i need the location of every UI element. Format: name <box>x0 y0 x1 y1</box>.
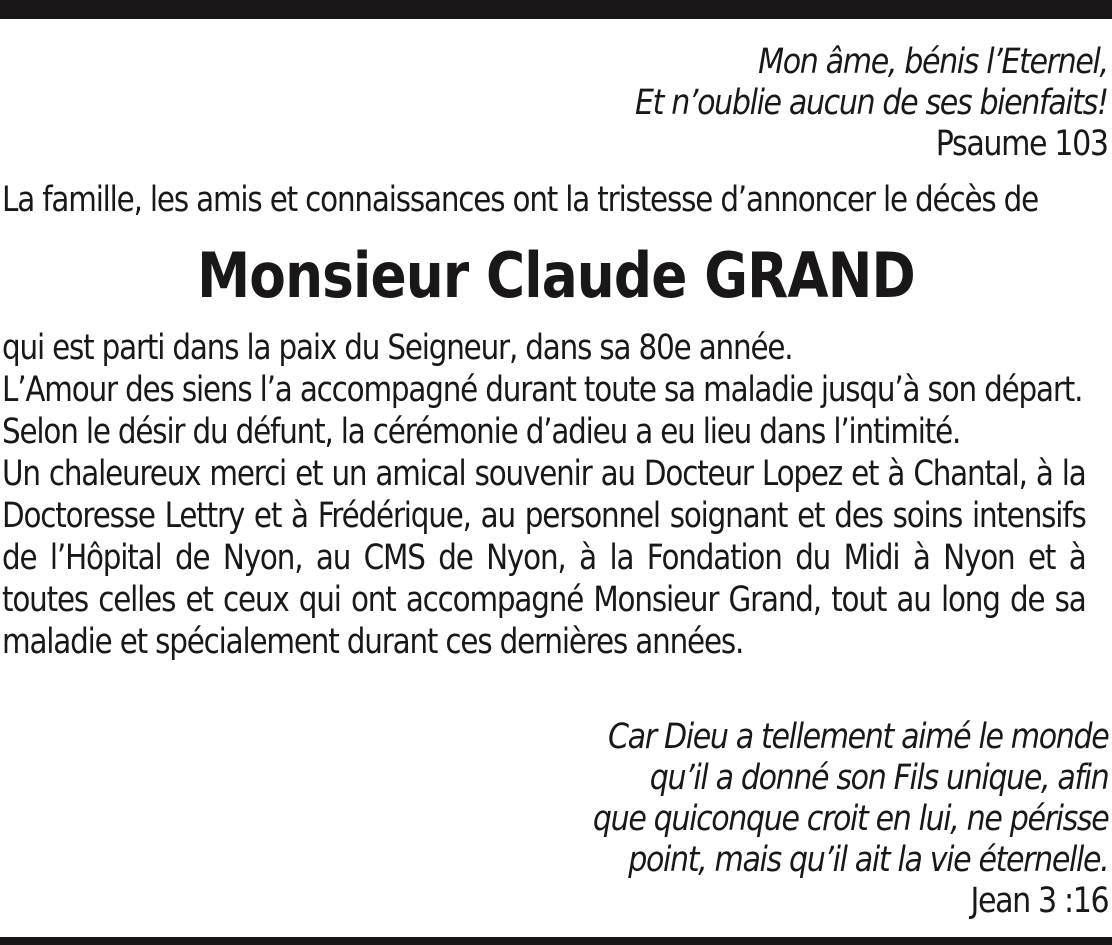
bottom-border-rule <box>0 937 1112 945</box>
deceased-name: Monsieur Claude GRAND <box>197 239 915 312</box>
gospel-quote-line-1: Car Dieu a tellement aimé le monde <box>607 717 1108 757</box>
gospel-reference: Jean 3 :16 <box>970 881 1108 921</box>
gospel-quote <box>593 717 1108 922</box>
body-paragraph-3: Selon le désir du défunt, la cérémonie d’adieu a eu lieu dans l’intimité. <box>2 412 961 452</box>
announcement-body <box>2 327 1086 663</box>
body-paragraph-2: L’Amour des siens l’a accompagné durant toute sa maladie jusqu’à son départ. <box>2 370 1083 410</box>
top-border-rule <box>0 0 1112 19</box>
psalm-quote-line-2: Et n’oublie aucun de ses bienfaits! <box>635 83 1108 123</box>
gospel-quote-line-2: qu’il a donné son Fils unique, afin <box>649 758 1108 798</box>
psalm-quote-line-1: Mon âme, bénis l’Eternel, <box>758 42 1108 82</box>
body-paragraph-1: qui est parti dans la paix du Seigneur, dans sa 80e année. <box>2 328 793 368</box>
announcement-intro: La famille, les amis et connaissances ont la tristesse d’annoncer le décès de <box>2 180 1039 220</box>
psalm-quote <box>635 42 1108 165</box>
psalm-reference: Psaume 103 <box>936 124 1108 164</box>
gospel-quote-line-3: que quiconque croit en lui, ne périsse <box>592 799 1108 839</box>
gospel-quote-line-4: point, mais qu’il ait la vie éternelle. <box>627 840 1108 880</box>
body-paragraph-4: Un chaleureux merci et un amical souvenir au Docteur Lopez et à Chantal, à la Doctoresse Lettry et à Frédérique, au personnel soignant et des soins intensifs de l’Hôpital de Nyon, au CMS de Nyon, à la Fondation du Midi à Nyon et à toutes celles et ceux qui ont accompagné Monsieur Grand, tout au long de sa maladie et spécialement durant ces dernières années. <box>2 454 1086 662</box>
